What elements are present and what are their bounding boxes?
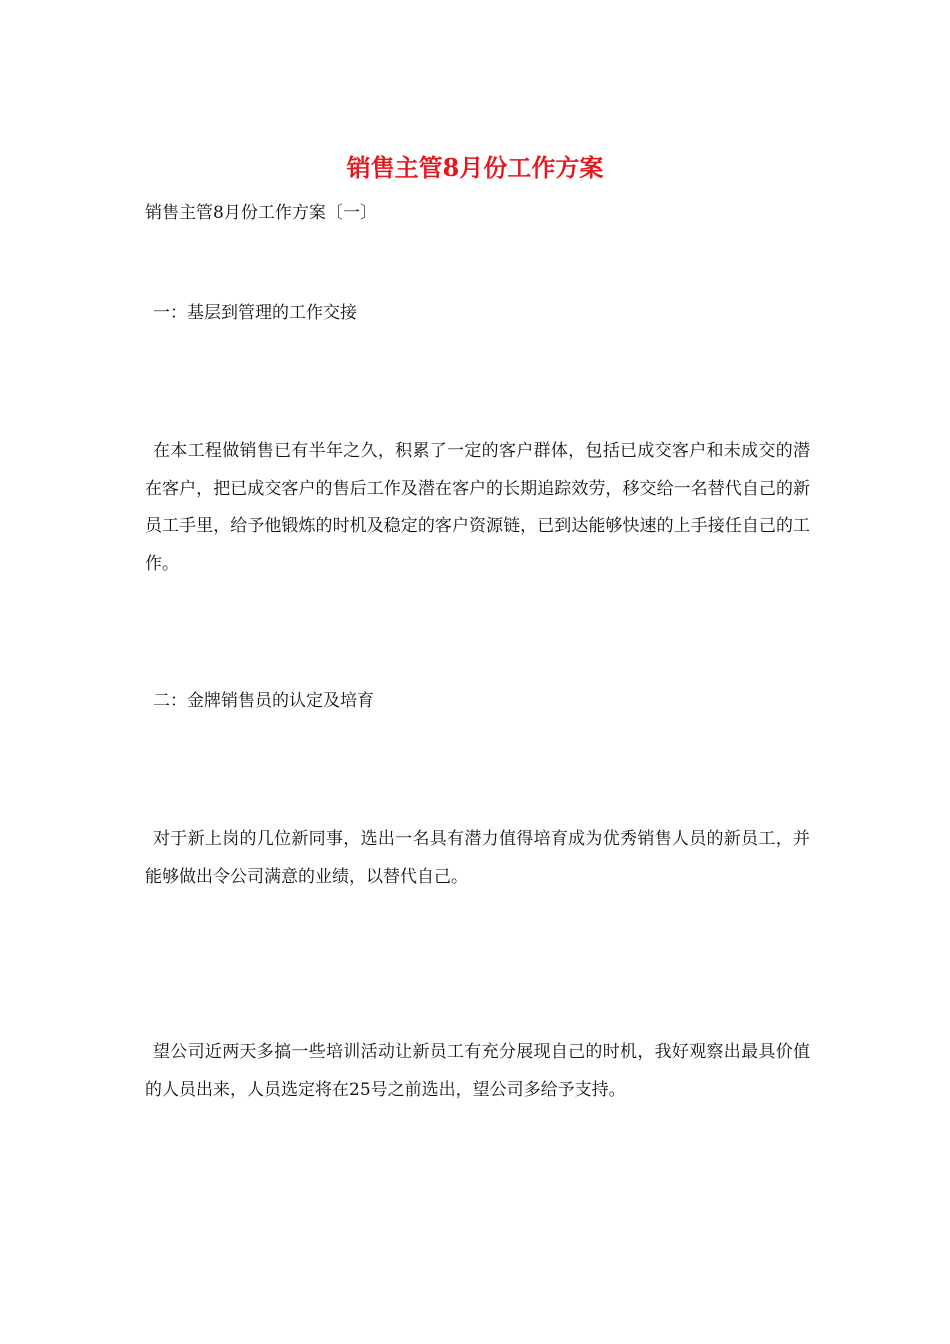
document-title: 销售主管8月份工作方案 [346, 153, 604, 182]
section-1-paragraph: 在本工程做销售已有半年之久，积累了一定的客户群体，包括已成交客户和未成交的潜在客户，把已成交客户的售后工作及潜在客户的长期追踪效劳，移交给一名替代自己的新员工手里，给予他锻炼的时机及稳定的客户资源链，已到达能够快速的上手接任自己的工作。 [145, 441, 810, 574]
section-2-paragraph-1: 对于新上岗的几位新同事，选出一名具有潜力值得培育成为优秀销售人员的新员工，并能够做出令公司满意的业绩，以替代自己。 [145, 829, 810, 887]
document-subtitle: 销售主管8月份工作方案〔一〕 [145, 203, 377, 223]
section-2-heading: 二：金牌销售员的认定及培育 [153, 691, 374, 711]
section-2-paragraph-2: 望公司近两天多搞一些培训活动让新员工有充分展现自己的时机，我好观察出最具价值的人员出来，人员选定将在25号之前选出，望公司多给予支持。 [145, 1042, 810, 1100]
section-1-heading: 一：基层到管理的工作交接 [153, 303, 357, 323]
